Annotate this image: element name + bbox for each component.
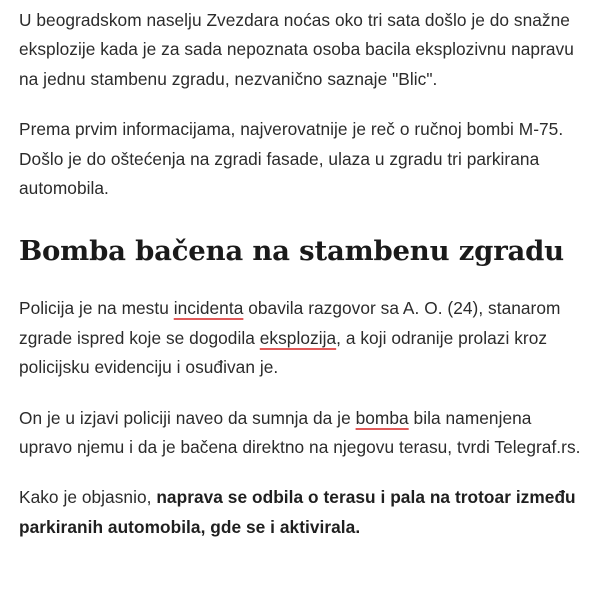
link-incidenta[interactable]: incidenta xyxy=(173,298,244,319)
paragraph-3-text-3: , a koji odranije prolazi kroz policijsku evidenciju i osuđivan je. xyxy=(19,327,548,378)
link-eksplozija[interactable]: eksplozija xyxy=(259,327,337,348)
paragraph-3-text-2: obavila razgovor sa A. O. (24), stanarom zgrade ispred koje se dogodila xyxy=(19,298,561,348)
paragraph-3 xyxy=(19,294,581,382)
paragraph-4-text-2: bila namenjena upravo njemu i da je bačena direktno na njegovu terasu, tvrdi Telegraf.rs. xyxy=(19,407,581,458)
paragraph-4-text-1: On je u izjavi policiji naveo da sumnja da je xyxy=(19,407,356,428)
paragraph-5-text: Kako je objasnio, xyxy=(19,487,157,508)
paragraph-4 xyxy=(19,404,581,463)
paragraph-5 xyxy=(19,483,581,542)
link-bomba[interactable]: bomba xyxy=(355,407,409,428)
section-heading: Bomba bačena na stambenu zgradu xyxy=(19,235,564,268)
paragraph-3-text-1: Policija je na mestu xyxy=(19,298,174,319)
paragraph-5-bold-text: naprava se odbila o terasu i pala na trotoar između parkiranih automobila, gde se i aktivirala. xyxy=(19,487,576,537)
paragraph-2: Prema prvim informacijama, najverovatnije je reč o ručnoj bombi M-75. Došlo je do oštećenja na zgradi fasade, ulaza u zgradu tri parkirana automobila. xyxy=(19,119,564,199)
paragraph-1: U beogradskom naselju Zvezdara noćas oko tri sata došlo je do snažne eksplozije kada je za sada nepoznata osoba bacila eksplozivnu napravu na jednu stambenu zgradu, nezvanično saznaje "Blic". xyxy=(19,10,574,89)
